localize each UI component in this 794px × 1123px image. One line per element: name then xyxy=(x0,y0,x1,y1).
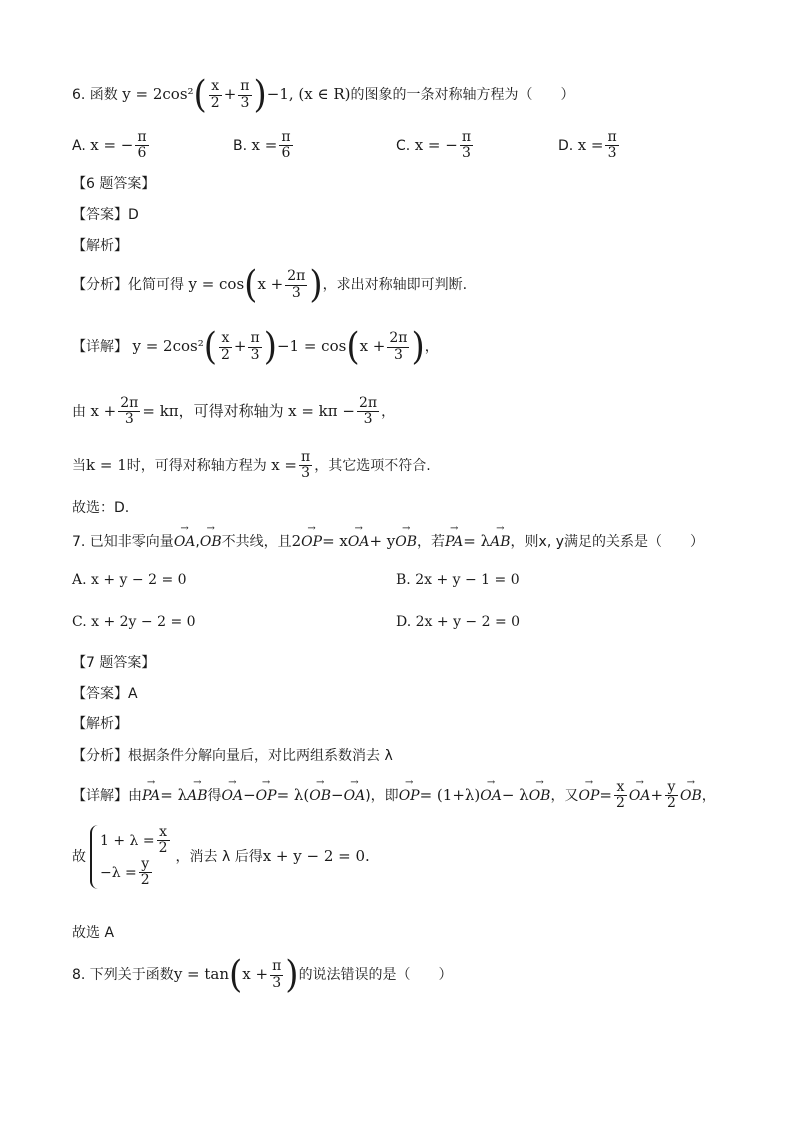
q6-final: 故选：D. xyxy=(72,500,130,516)
q6-frac-x2: $\frac{x}{2}$ xyxy=(210,78,220,111)
q6-stem-suffix: 的图象的一条对称轴方程为（ ） xyxy=(350,87,575,103)
q6-stem: 6. 函数 y = 2cos²( $\frac{x}{2}$ + $\frac{\pi}{3}$ )−1, (x ∈ R)的图象的一条对称轴方程为（ ） xyxy=(72,73,575,117)
q7-option-a[interactable]: A. x + y − 2 = 0 xyxy=(72,572,187,588)
equation-system-brace: 1 + λ = $\frac{x}{2}$ −λ = $\frac{y}{2}$ xyxy=(90,825,172,889)
q7-option-b[interactable]: B. 2x + y − 1 = 0 xyxy=(396,572,520,588)
q7-final: 故选 A xyxy=(72,925,115,941)
q6-option-a[interactable]: A. x = − $\frac{\pi}{6}$ xyxy=(72,129,147,162)
q6-answer-header: 【6 题答案】 xyxy=(72,176,156,192)
q6-stem-math: y = 2cos² xyxy=(122,85,194,103)
q6-stem-prefix: 6. 函数 xyxy=(72,87,118,103)
q6-line-you: 由 x + $\frac{2\pi}{3}$ = kπ，可得对称轴为 x = kπ − $\frac{2\pi}{3}$ ， xyxy=(72,395,396,428)
q6-xiangjie: 【详解】 y = 2cos²( $\frac{x}{2}$ + $\frac{\pi}{3}$ )−1 = cos(x + $\frac{2\pi}{3}$ )， xyxy=(72,325,439,369)
q6-frac-pi3: $\frac{\pi}{3}$ xyxy=(240,78,250,111)
q7-analysis-header: 【解析】 xyxy=(72,716,128,732)
q6-option-b[interactable]: B. x = $\frac{\pi}{6}$ xyxy=(233,129,291,162)
q7-option-d[interactable]: D. 2x + y − 2 = 0 xyxy=(396,614,521,630)
q7-xiangjie: 【详解】由→ PA= λ→ AB得→ OA−→ OP= λ(→ OB−→ OA)，即→ OP= (1+λ)→ OA− λ→ OB，又→ OP= $\frac{x}{2}$ → OA+ $\frac{y}{2}$ → OB， xyxy=(72,780,716,812)
left-paren: ( xyxy=(193,73,207,117)
q6-option-d[interactable]: D. x = $\frac{\pi}{3}$ xyxy=(558,129,617,162)
q6-line-dang: 当k = 1时，可得对称轴方程为 x = $\frac{\pi}{3}$ ，其它选项不符合. xyxy=(72,449,431,482)
q7-fenxi: 【分析】根据条件分解向量后，对比两组系数消去 λ xyxy=(72,748,393,764)
q7-answer: 【答案】A xyxy=(72,686,138,702)
q6-stem-tail: −1, (x ∈ R) xyxy=(266,85,351,103)
q7-option-c[interactable]: C. x + 2y − 2 = 0 xyxy=(72,614,196,630)
right-paren: ) xyxy=(253,73,267,117)
q6-analysis-header: 【解析】 xyxy=(72,238,128,254)
q7-stem: 7. 已知非零向量→ OA,→ OB不共线，且2→ OP= x→ OA+ y→ OB，若→ PA= λ→ AB，则x, y满足的关系是（ ） xyxy=(72,532,704,551)
q8-stem: 8. 下列关于函数y = tan(x + $\frac{\pi}{3}$ )的说法错误的是（ ） xyxy=(72,953,453,997)
q6-option-c[interactable]: C. x = − $\frac{\pi}{3}$ xyxy=(396,129,472,162)
q7-answer-header: 【7 题答案】 xyxy=(72,655,156,671)
q7-system: 故 1 + λ = $\frac{x}{2}$ −λ = $\frac{y}{2}$ ，消去 λ 后得x + y − 2 = 0. xyxy=(72,824,370,889)
q6-answer: 【答案】D xyxy=(72,207,139,223)
q6-fenxi: 【分析】化简可得 y = cos(x + $\frac{2\pi}{3}$ )，求出对称轴即可判断. xyxy=(72,263,468,307)
